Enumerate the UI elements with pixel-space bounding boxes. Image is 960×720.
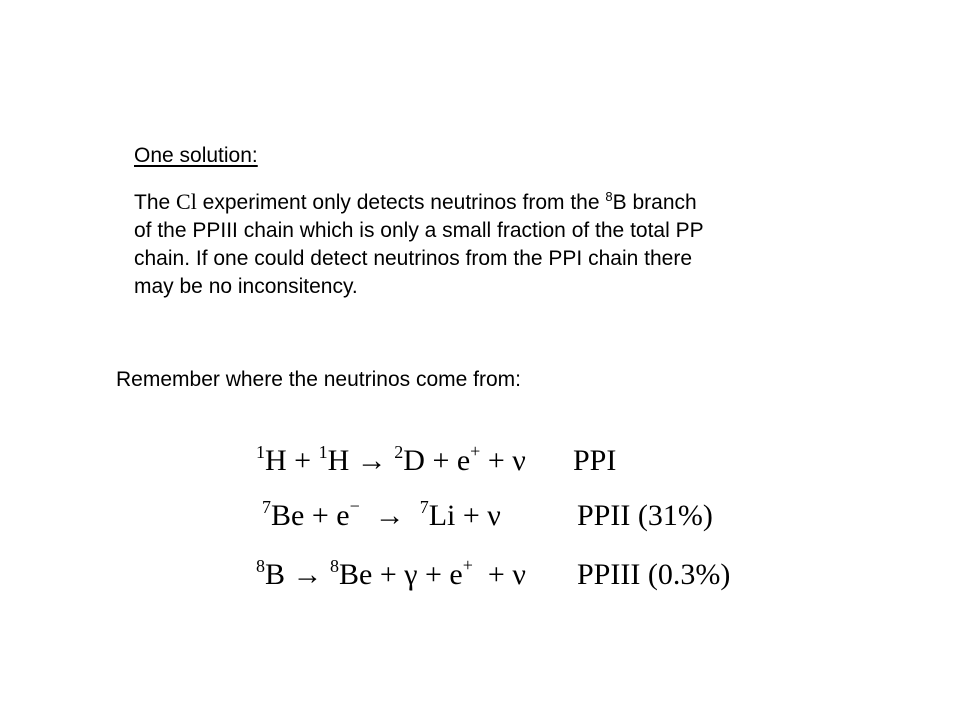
products: Li + ν (428, 499, 501, 532)
mass-number: 8 (256, 556, 265, 576)
boron-mass-number: 8 (605, 189, 613, 204)
mass-number: 7 (419, 497, 429, 517)
reaction-ppiii-label: PPIII (0.3%) (577, 558, 731, 591)
paragraph-line-2: of the PPIII chain which is only a small fraction of the total PP (134, 219, 704, 242)
reaction-ppi-label: PPI (573, 444, 617, 477)
element: B (265, 558, 286, 591)
mass-number: 1 (318, 442, 328, 462)
element: H (265, 444, 287, 477)
products: Be + γ + e (339, 558, 463, 591)
reaction-ppii-label: PPII (31%) (577, 499, 713, 532)
chlorine-symbol: Cl (176, 189, 197, 214)
remember-text: Remember where the neutrinos come from: (116, 368, 521, 391)
mass-number: 8 (330, 556, 340, 576)
line1-middle: experiment only detects neutrinos from the (202, 191, 600, 214)
line1-after: B branch (612, 191, 697, 214)
mass-number: 2 (394, 442, 404, 462)
arrow: → (349, 444, 395, 477)
reaction-ppii-equation (262, 496, 501, 532)
paragraph-line-1 (134, 188, 874, 217)
reactants: Be + e (271, 499, 350, 532)
explanation-paragraph (134, 188, 874, 301)
neutrino-term: + ν (472, 558, 526, 591)
charge-sign: + (462, 555, 473, 575)
charge-sign: − (349, 496, 360, 516)
mass-number: 7 (262, 497, 271, 517)
reaction-ppi-equation (256, 441, 526, 477)
arrow: → (285, 558, 331, 591)
element: H (327, 444, 350, 477)
positron: + e (424, 444, 471, 477)
element: D (403, 444, 425, 477)
paragraph-line-3: chain. If one could detect neutrinos from the PPI chain there (134, 247, 692, 270)
plus-sign: + (286, 444, 319, 477)
charge-sign: + (470, 441, 481, 461)
arrow: → (359, 499, 420, 532)
mass-number: 1 (256, 442, 265, 462)
paragraph-line-4: may be no inconsitency. (134, 275, 358, 298)
reaction-ppiii-equation (256, 555, 526, 591)
section-heading: One solution: (134, 144, 258, 167)
neutrino-term: + ν (480, 444, 526, 477)
line1-before: The (134, 191, 171, 214)
